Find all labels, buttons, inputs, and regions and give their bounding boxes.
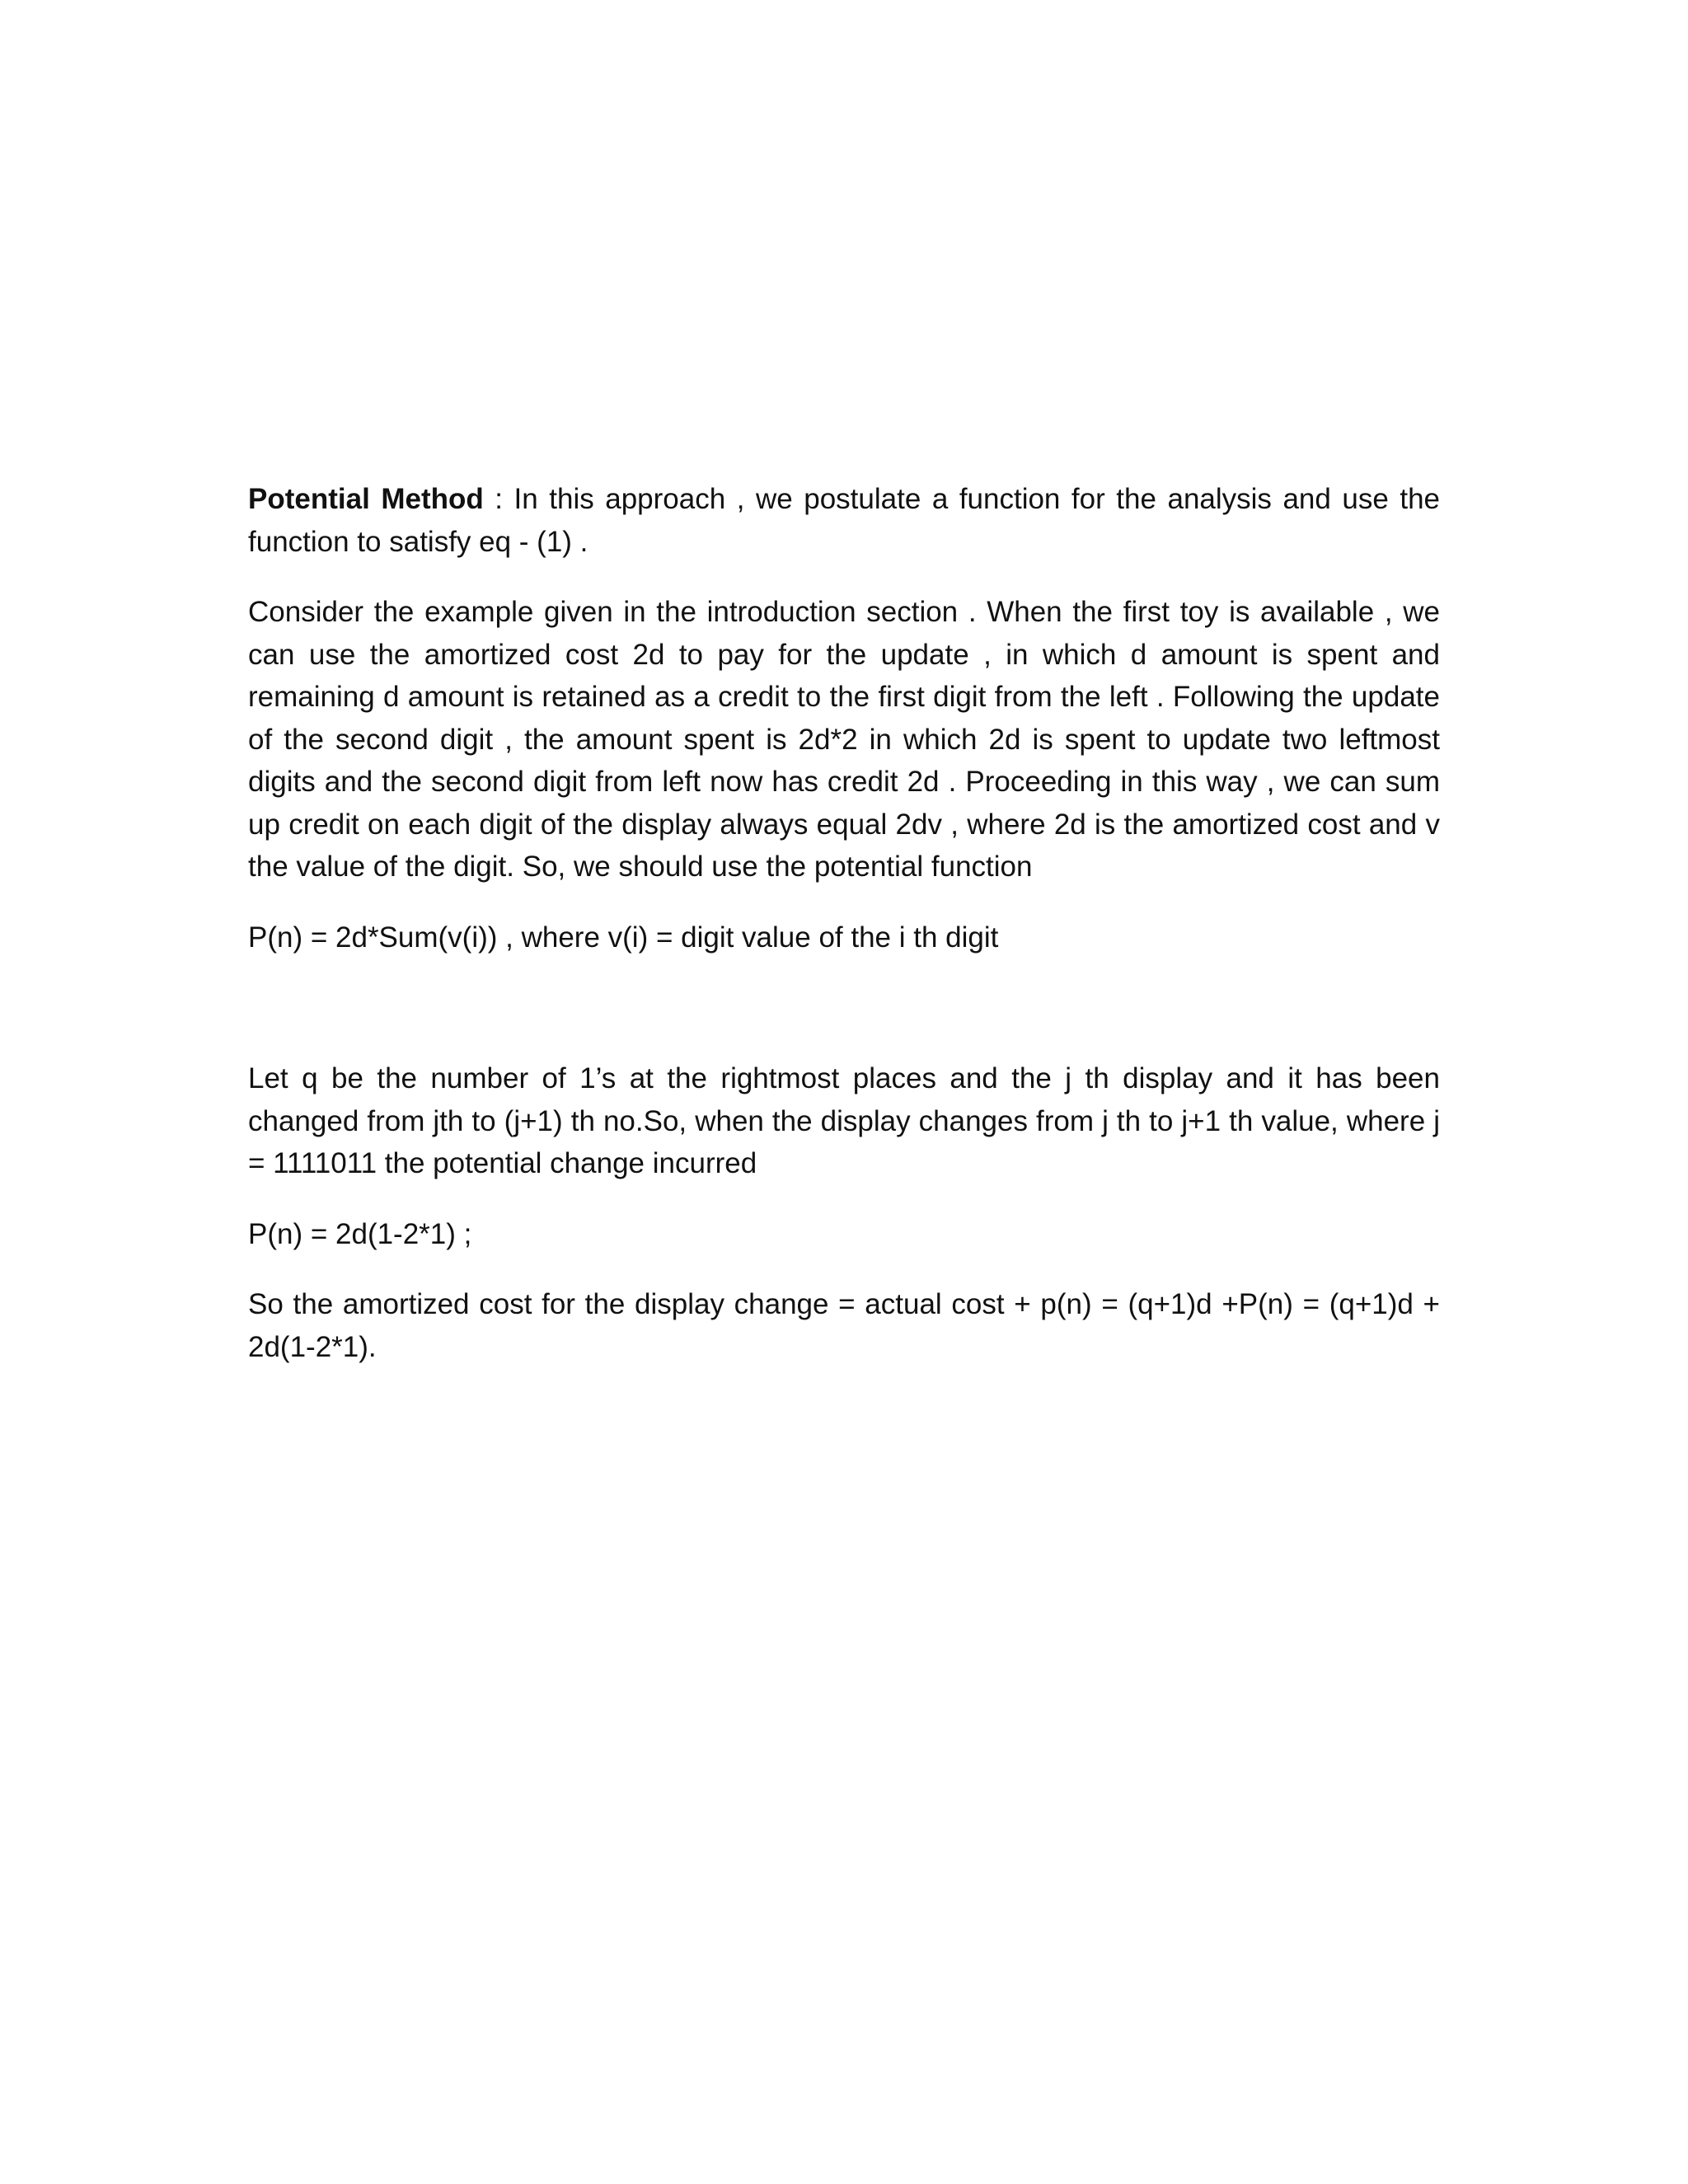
formula-potential-function: P(n) = 2d*Sum(v(i)) , where v(i) = digit value of the i th digit (248, 921, 999, 954)
paragraph-lead-heading: Potential Method (248, 483, 484, 515)
paragraph-example: Consider the example given in the introduction section . When the first toy is available , we can use the amortized cost 2d to pay for the update , in which d amount is spent and remaining d amount is retained as a credit to the first digit from the left . Following the update of the second digit , the amount spent is 2d*2 in which 2d is spent to update two leftmost digits and the second digit from left now has credit 2d . Proceeding in this way , we can sum up credit on each digit of the display always equal 2dv , where 2d is the amortized cost and v the value of the digit. So, we should use the potential function (248, 596, 1440, 883)
paragraph-potential-method-text: : In this approach , we postulate a function for the analysis and use the function to satisfy eq - (1) . (248, 483, 1441, 558)
paragraph-display-change: Let q be the number of 1’s at the rightmost places and the j th display and it has been changed from jth to (j+1) th no.So, when the display changes from j th to j+1 th value, where j = 1111011 the potential change incurred (248, 1062, 1440, 1179)
document-body (248, 478, 1440, 1368)
paragraph-amortized-cost: So the amortized cost for the display change = actual cost + p(n) = (q+1)d +P(n) = (q+1)d + 2d(1-2*1). (248, 1288, 1440, 1363)
formula-potential-change: P(n) = 2d(1-2*1) ; (248, 1217, 472, 1250)
paragraph-potential-method (248, 478, 1440, 563)
